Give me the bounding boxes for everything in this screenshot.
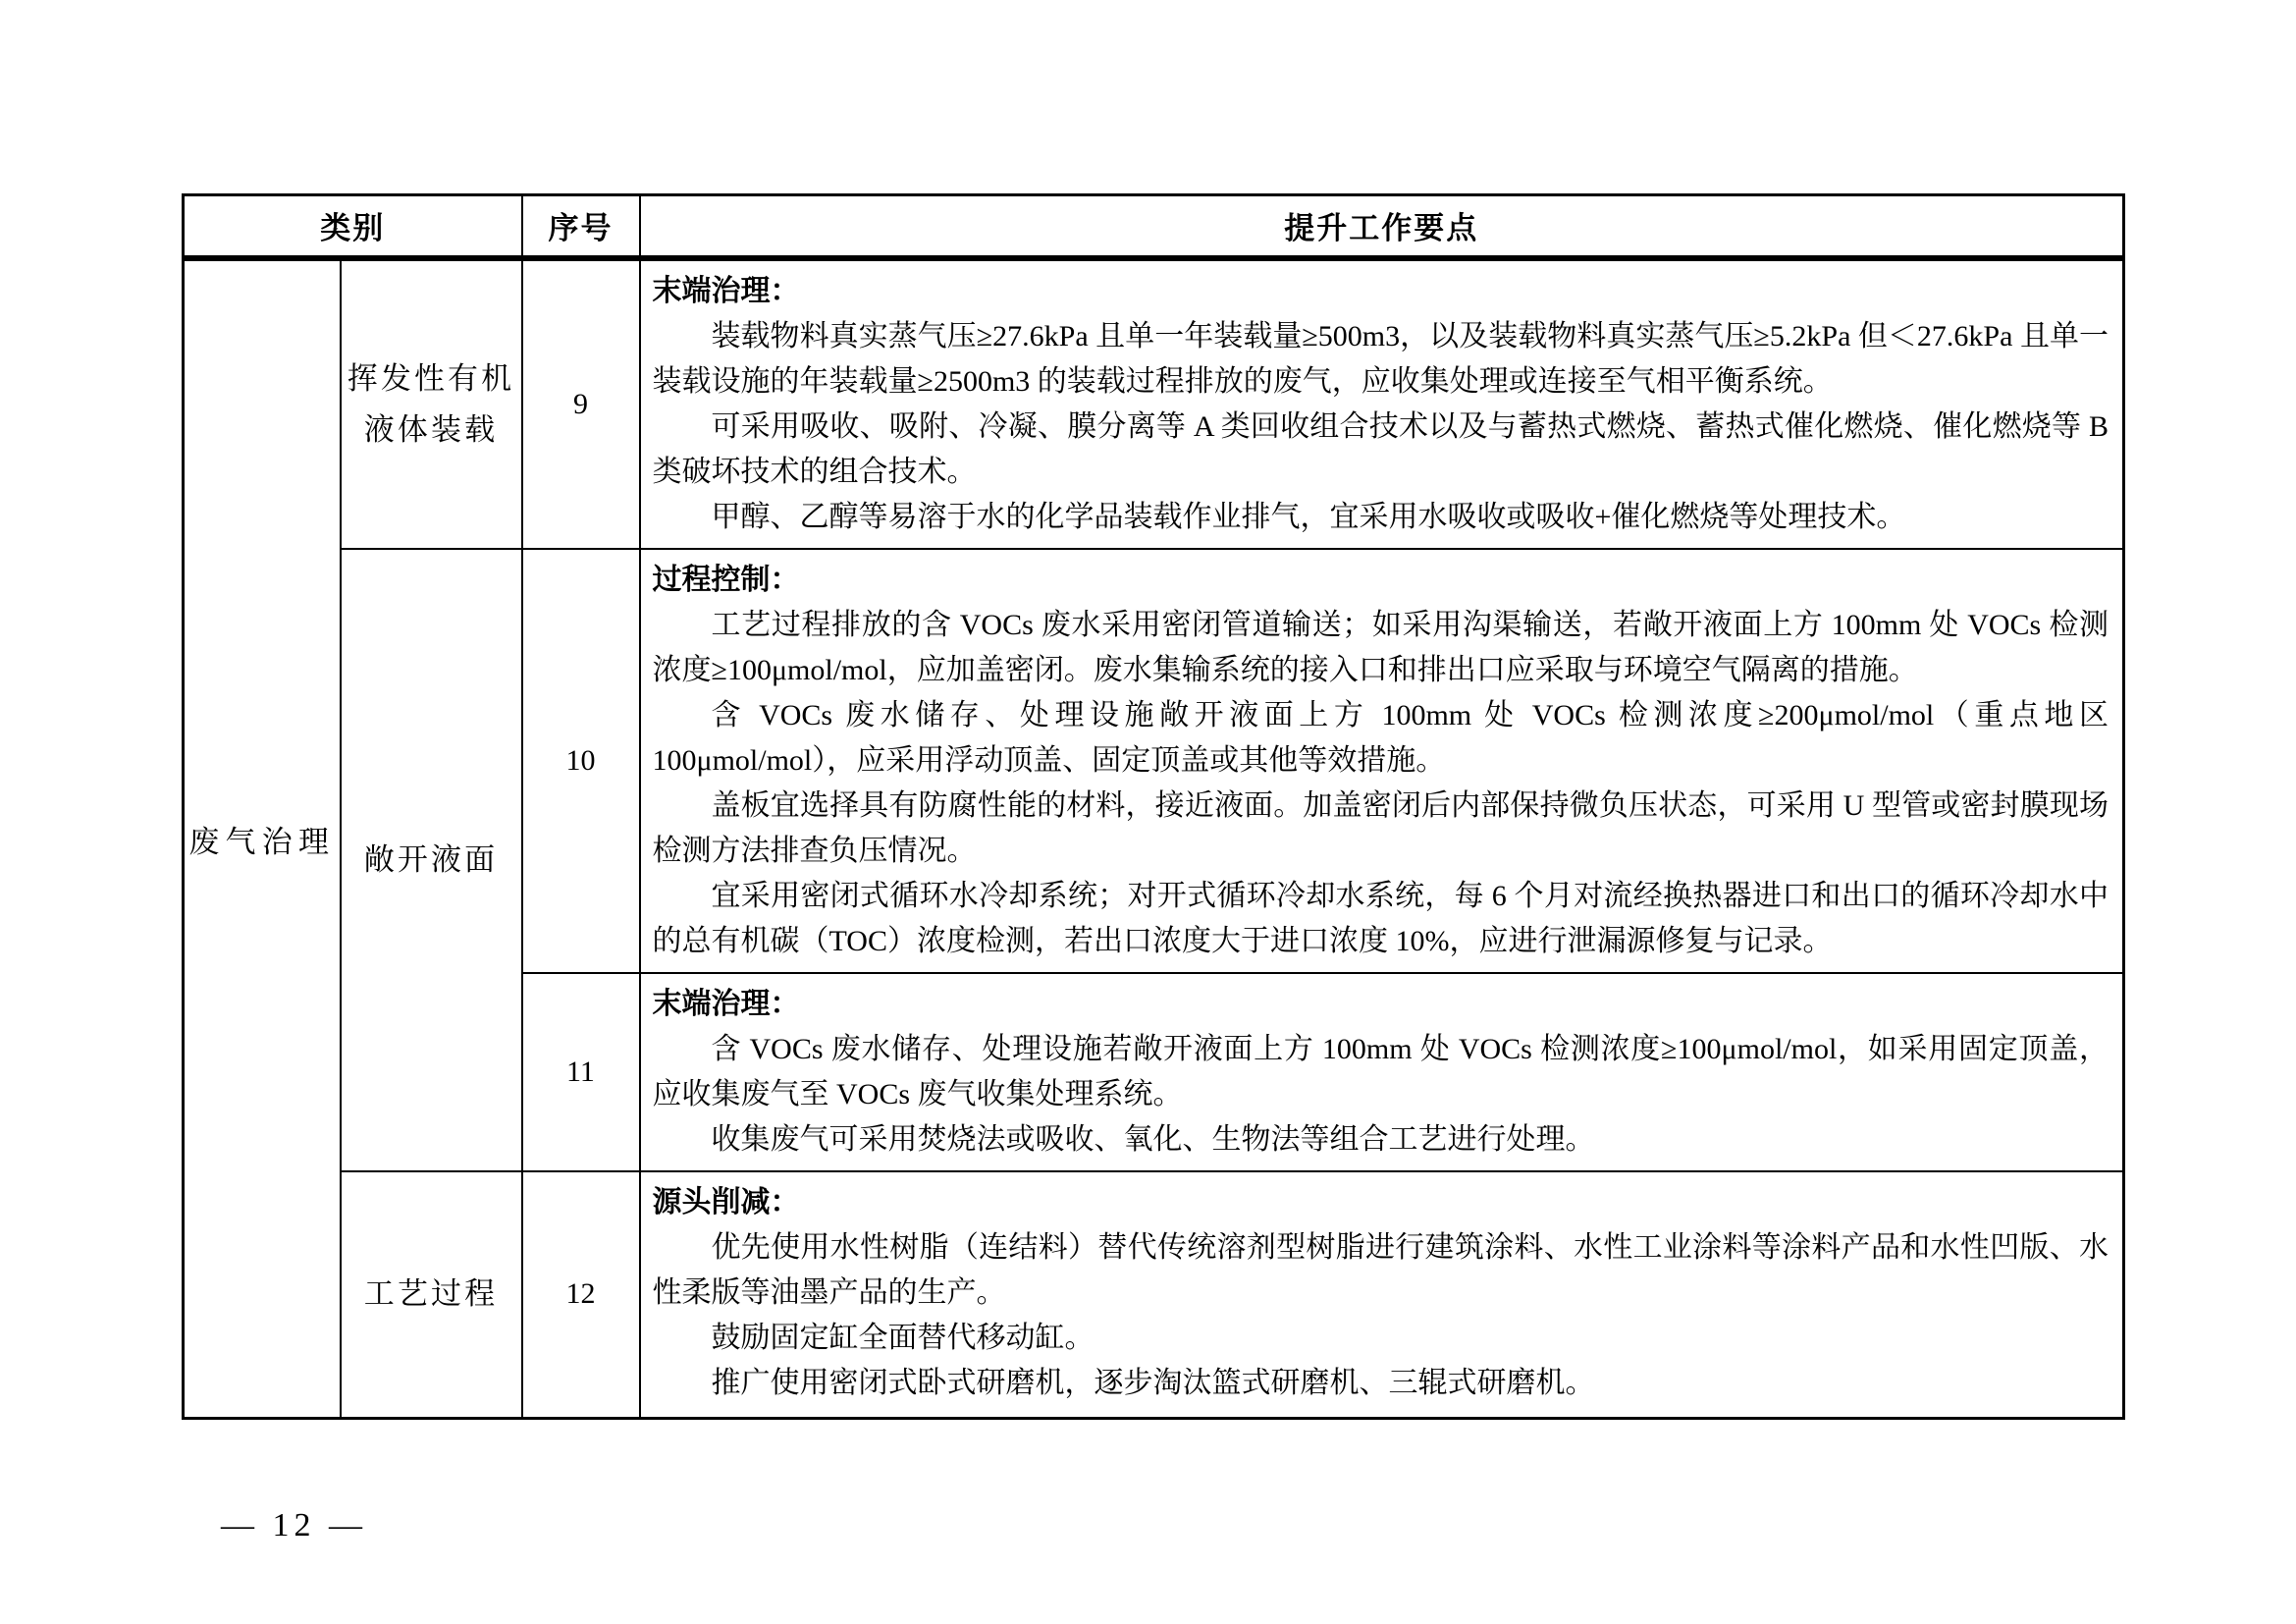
paragraph: 装载物料真实蒸气压≥27.6kPa 且单一年装载量≥500m3，以及装载物料真实蒸气压≥5.2kPa 但＜27.6kPa 且单一装载设施的年装载量≥2500m3 的装载过程排放的废气，应收集处理或连接至气相平衡系统。 xyxy=(652,319,2109,398)
subcategory-line: 敞开液面 xyxy=(363,841,499,877)
cell-content-row12 xyxy=(640,1171,2124,1419)
paragraph: 含 VOCs 废水储存、处理设施敞开液面上方 100mm 处 VOCs 检测浓度≥200μmol/mol（重点地区 100μmol/mol），应采用浮动顶盖、固定顶盖或其他等效措施。 xyxy=(652,698,2109,777)
cell-subcategory-row9 xyxy=(341,258,522,549)
section-heading: 末端治理： xyxy=(652,987,800,1020)
cell-subcategory-row12 xyxy=(341,1171,522,1419)
table-header-row xyxy=(184,195,2124,258)
main-category-label: 废气治理 xyxy=(188,824,336,859)
cell-main-category xyxy=(184,258,341,1419)
paragraph: 可采用吸收、吸附、冷凝、膜分离等 A 类回收组合技术以及与蓄热式燃烧、蓄热式催化燃烧、催化燃烧等 B 类破坏技术的组合技术。 xyxy=(652,409,2109,488)
page-number: — 12 — xyxy=(221,1507,367,1543)
subcategory-line: 挥发性有机 xyxy=(347,360,515,396)
work-points-table xyxy=(182,193,2125,1420)
section-heading: 源头削减： xyxy=(652,1185,800,1218)
cell-content-row9 xyxy=(640,258,2124,549)
header-serial: 序号 xyxy=(522,195,640,258)
cell-subcategory-row10 xyxy=(341,549,522,1171)
cell-content-row11 xyxy=(640,973,2124,1171)
section-heading: 过程控制： xyxy=(652,563,800,596)
cell-serial-row11: 11 xyxy=(522,973,640,1171)
paragraph: 鼓励固定缸全面替代移动缸。 xyxy=(711,1321,1095,1354)
paragraph: 含 VOCs 废水储存、处理设施若敞开液面上方 100mm 处 VOCs 检测浓度≥100μmol/mol，如采用固定顶盖，应收集废气至 VOCs 废气收集处理系统。 xyxy=(652,1032,2109,1110)
subcategory-line: 工艺过程 xyxy=(363,1276,499,1312)
header-points: 提升工作要点 xyxy=(640,195,2124,258)
cell-content-row10 xyxy=(640,549,2124,973)
cell-serial-row12: 12 xyxy=(522,1171,640,1419)
paragraph: 收集废气可采用焚烧法或吸收、氧化、生物法等组合工艺进行处理。 xyxy=(711,1122,1595,1156)
table-row xyxy=(184,1171,2124,1419)
section-heading: 末端治理： xyxy=(652,274,800,307)
table-row xyxy=(184,258,2124,549)
paragraph: 优先使用水性树脂（连结料）替代传统溶剂型树脂进行建筑涂料、水性工业涂料等涂料产品和水性凹版、水性柔版等油墨产品的生产。 xyxy=(652,1230,2109,1309)
paragraph: 宜采用密闭式循环水冷却系统；对开式循环冷却水系统，每 6 个月对流经换热器进口和出口的循环冷却水中的总有机碳（TOC）浓度检测，若出口浓度大于进口浓度 10%，应进行泄漏源修复与记录。 xyxy=(652,879,2109,957)
paragraph: 工艺过程排放的含 VOCs 废水采用密闭管道输送；如采用沟渠输送，若敞开液面上方 100mm 处 VOCs 检测浓度≥100μmol/mol，应加盖密闭。废水集输系统的接入口和排出口应采取与环境空气隔离的措施。 xyxy=(652,608,2109,686)
table-row xyxy=(184,549,2124,973)
paragraph: 甲醇、乙醇等易溶于水的化学品装载作业排气，宜采用水吸收或吸收+催化燃烧等处理技术。 xyxy=(711,500,1906,533)
paragraph: 推广使用密闭式卧式研磨机，逐步淘汰篮式研磨机、三辊式研磨机。 xyxy=(711,1366,1595,1399)
cell-serial-row9: 9 xyxy=(522,258,640,549)
subcategory-line: 液体装载 xyxy=(363,411,499,447)
cell-serial-row10: 10 xyxy=(522,549,640,973)
paragraph: 盖板宜选择具有防腐性能的材料，接近液面。加盖密闭后内部保持微负压状态，可采用 U 型管或密封膜现场检测方法排查负压情况。 xyxy=(652,788,2109,867)
header-category: 类别 xyxy=(184,195,522,258)
